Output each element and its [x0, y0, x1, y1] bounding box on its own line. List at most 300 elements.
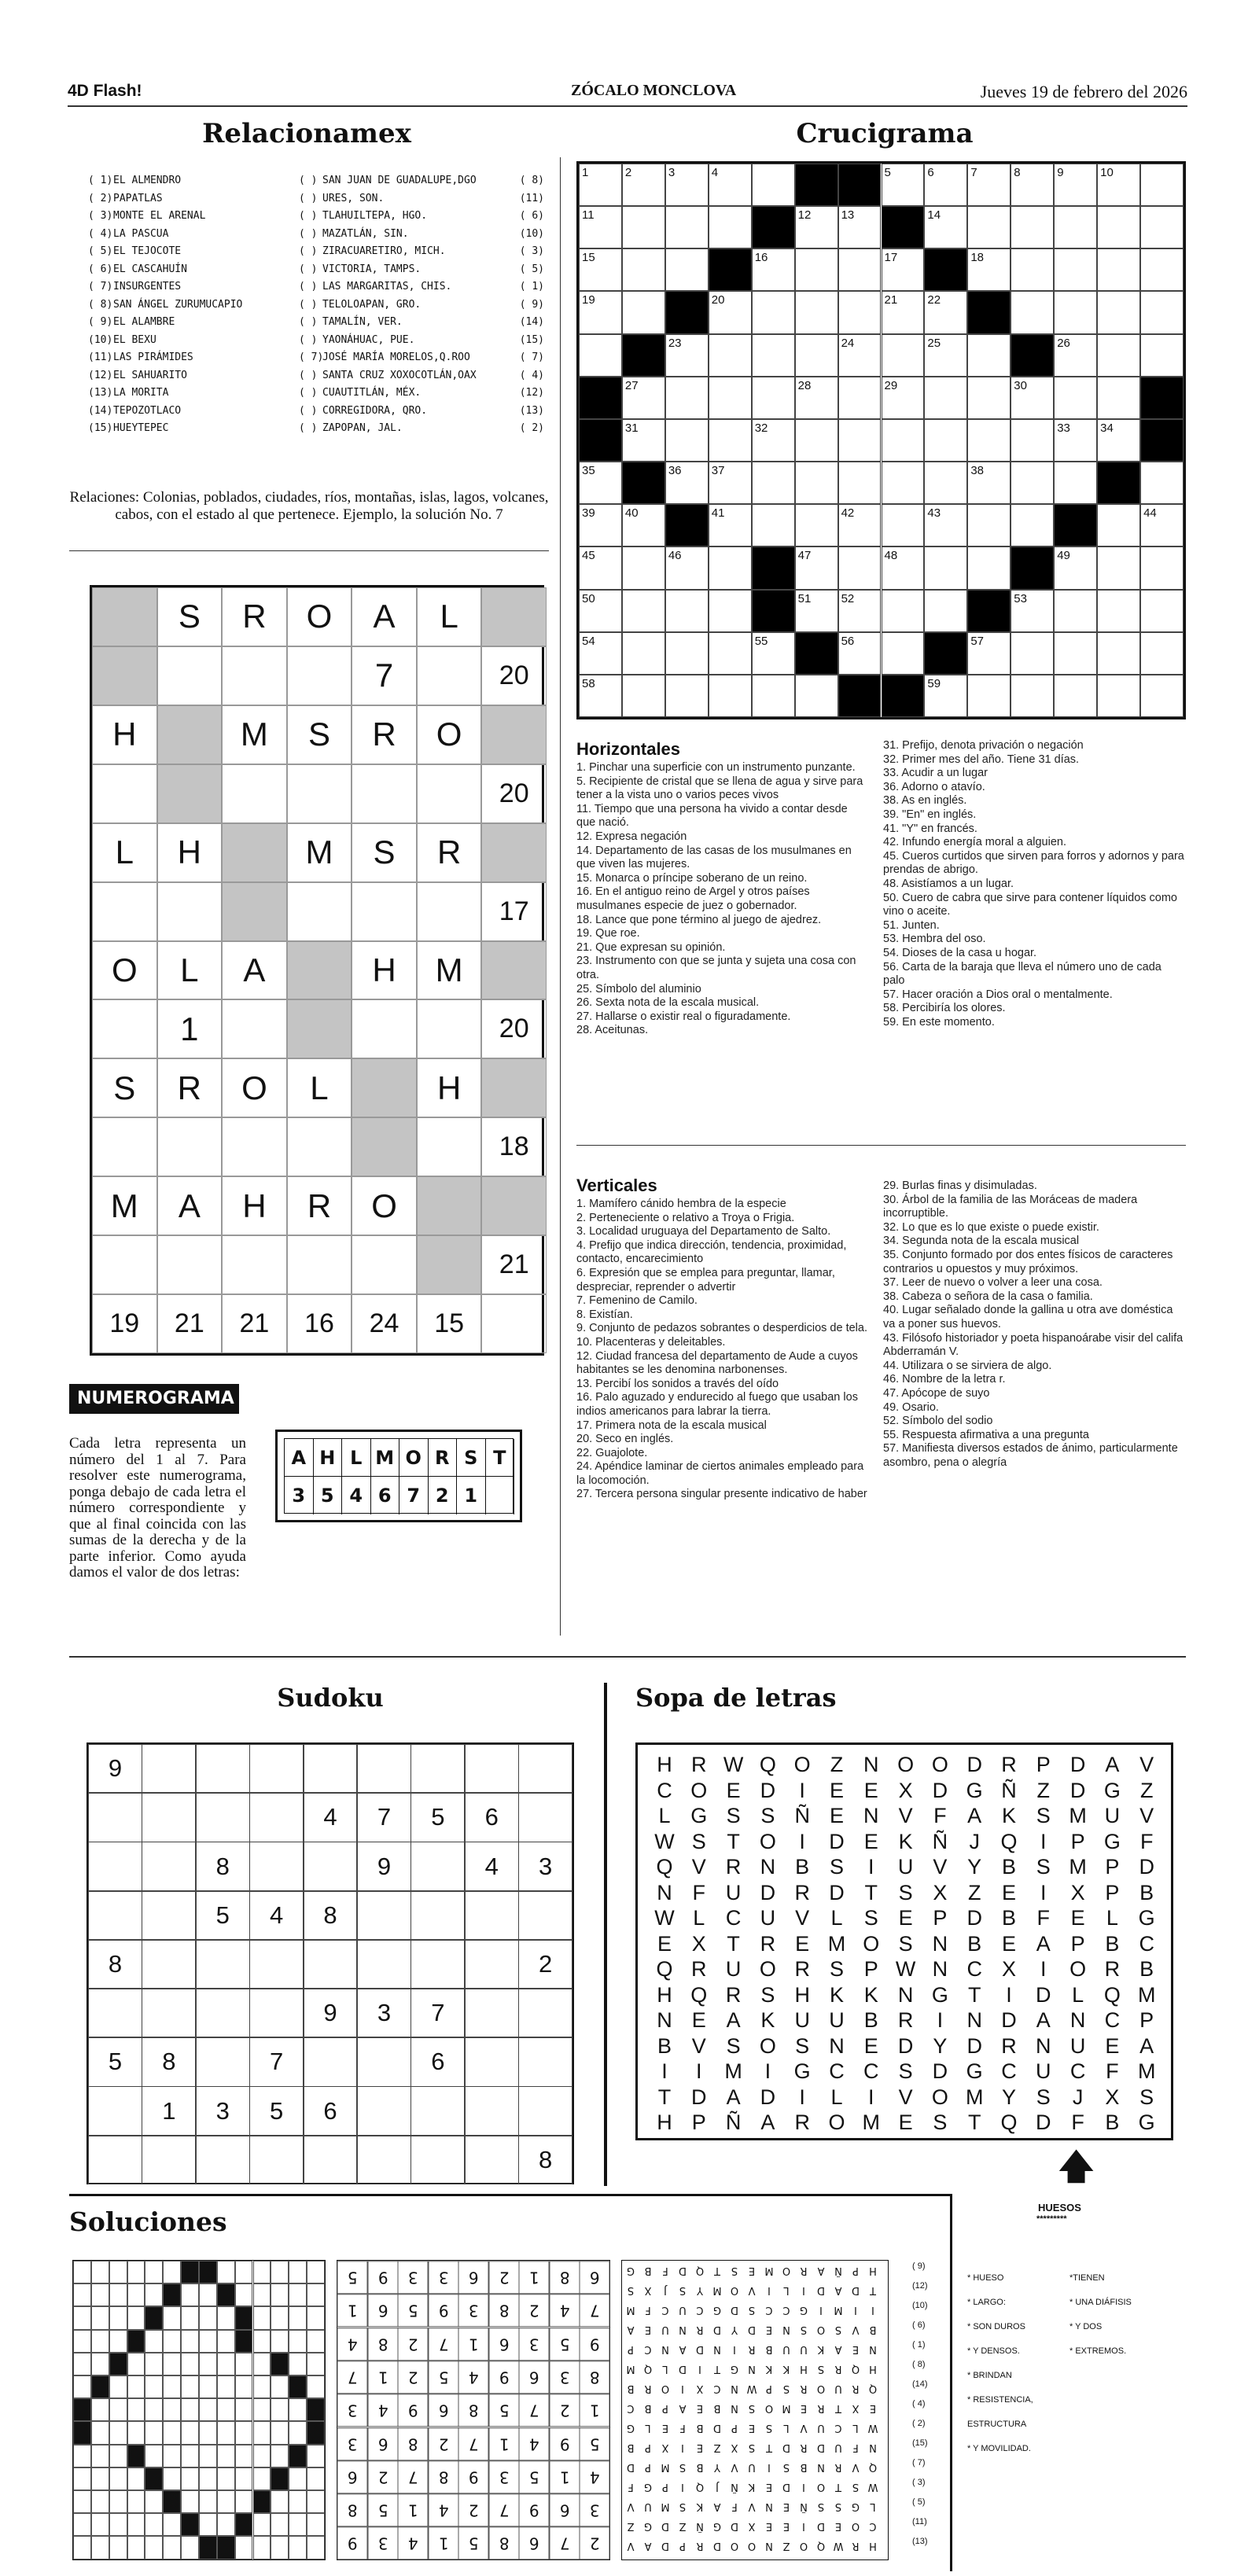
sudoku-title: Sudoku [277, 1683, 384, 1713]
sudoku-cell: 1 [142, 2086, 196, 2135]
solution-crossword-cell [145, 2513, 163, 2536]
place-name: HUEYTEPEC [113, 422, 169, 434]
word-search-letter: R [794, 2110, 810, 2134]
crossword-cell [665, 590, 709, 632]
issue-date: Jueves 19 de febrero del 2026 [980, 82, 1187, 101]
solution-crossword-cell [91, 2398, 109, 2421]
crossword-cell [709, 248, 752, 291]
crossword-cell [709, 632, 752, 675]
key-letter: M [371, 1439, 400, 1477]
crossword-cell [622, 546, 665, 589]
numerograma-cell [222, 999, 287, 1058]
state-name: LAS MARGARITAS, CHIS. [322, 281, 452, 293]
numerograma-instructions: Cada letra representa un número del 1 al 7. Para resolver este numerograma, ponga debajo de cada letra el número correspondiente y que al final coincida con las sumas de la derecha y de la parte inferior. Como ayuda damos el valor de dos letras: [69, 1435, 246, 1581]
crossword-cell [1140, 248, 1184, 291]
solution-crossword-cell [73, 2467, 91, 2490]
relacionamex-row [88, 281, 544, 298]
crossword-cell [709, 334, 752, 377]
clue: 51. Junten. [883, 918, 940, 932]
numerograma-cell: 20 [481, 646, 547, 705]
word-search-letter: D [760, 1880, 776, 1904]
clue: 2. Perteneciente o relativo a Troya o Frigia. [576, 1211, 795, 1224]
solution-sudoku-cell: 2 [550, 2394, 580, 2427]
key-letter: H [314, 1439, 343, 1477]
word-search-letter: C [1104, 2008, 1121, 2032]
solution-word-search-letter: W [833, 2540, 844, 2552]
solution-word-search-letter: C [782, 2304, 790, 2316]
solution-word-search-letter: D [782, 2442, 791, 2453]
crossword-cell [1097, 590, 1140, 632]
word-search-letter: N [829, 2033, 845, 2058]
sudoku-cell [304, 1744, 358, 1793]
crossword-cell [1054, 291, 1097, 333]
crossword-cell [665, 206, 709, 248]
crossword-cell: 16 [752, 248, 795, 291]
huesos-word: * EXTREMOS. [1069, 2346, 1127, 2356]
solution-crossword-cell [289, 2467, 307, 2490]
solution-sudoku-cell: 3 [458, 2294, 489, 2327]
solution-word-search-letter: I [802, 2284, 805, 2296]
crossword-cell [1097, 334, 1140, 377]
crossword-cell [882, 590, 925, 632]
numerograma-cell [287, 764, 352, 823]
solution-crossword-cell [109, 2421, 127, 2444]
crossword-cell [709, 590, 752, 632]
huesos-stars: ********* [1036, 2214, 1067, 2224]
solution-word-search-letter: P [662, 2481, 668, 2493]
solution-crossword-cell [289, 2283, 307, 2306]
solution-crossword-cell [163, 2490, 181, 2513]
huesos-title: HUESOS [1038, 2202, 1081, 2214]
word-search-letter: O [828, 2110, 845, 2134]
solution-sudoku-cell: 7 [489, 2493, 520, 2526]
crossword-cell [1011, 334, 1054, 377]
word-search-letter: S [933, 2110, 948, 2134]
word-search-letter: I [1006, 1982, 1012, 2007]
word-search-row [649, 1855, 1168, 1879]
crossword-cell: 13 [838, 206, 882, 248]
crossword-cell [1011, 546, 1054, 589]
solution-word-search-letter: Ñ [834, 2265, 842, 2276]
solution-crossword-cell [145, 2375, 163, 2398]
solution-word-search-letter: P [645, 2461, 651, 2473]
solution-number: (13) [912, 2537, 928, 2546]
word-search-letter: B [795, 1855, 810, 1879]
solution-crossword-cell [235, 2283, 253, 2306]
solution-sudoku-cell: 7 [550, 2526, 580, 2559]
solution-sudoku-cell: 7 [519, 2394, 550, 2427]
answer-slot: ( ) [299, 192, 318, 204]
clue: 18. Lance que pone término al juego de ajedrez. [576, 913, 822, 926]
solution-word-search-letter: R [852, 2383, 860, 2394]
sopa-title: Sopa de letras [635, 1683, 837, 1713]
sudoku-cell: 9 [88, 1744, 142, 1793]
solution-crossword-cell [181, 2536, 199, 2559]
solution-word-search-letter: C [834, 2422, 842, 2434]
solution-word-search-letter: D [817, 2520, 826, 2532]
place-name: EL ALAMBRE [113, 316, 175, 328]
crossword-cell: 3 [665, 164, 709, 206]
word-search-letter: F [1036, 1906, 1051, 1930]
solution-crossword-cell [73, 2353, 91, 2375]
crossword-cell [1054, 590, 1097, 632]
clue: 1. Mamífero cánido hembra de la especie [576, 1198, 786, 1210]
huesos-word: * BRINDAN [967, 2371, 1012, 2380]
word-search-letter: G [690, 1804, 708, 1827]
solution-word-search-letter: N [731, 2402, 738, 2414]
word-search-letter: I [696, 2059, 702, 2083]
sudoku-cell [142, 1989, 196, 2037]
solution-crossword-cell [217, 2306, 235, 2329]
clue: 32. Primer mes del año. Tiene 31 días. [883, 753, 1080, 766]
solution-word-search-letter: O [782, 2265, 791, 2276]
solution-sudoku-cell: 6 [519, 2361, 550, 2394]
numerograma-cell: S [352, 823, 417, 882]
sudoku-cell [357, 2037, 411, 2086]
clue: 49. Osario. [883, 1400, 939, 1414]
word-search-letter: I [1040, 1957, 1047, 1981]
crossword-cell [1054, 504, 1097, 546]
answer-slot: ( ) [299, 245, 318, 257]
solution-word-search-letter: C [644, 2343, 652, 2355]
numerograma-cell: 1 [157, 999, 223, 1058]
solution-crossword-cell [127, 2490, 145, 2513]
solution-word-search-letter: X [852, 2402, 860, 2414]
crossword-cell: 48 [882, 546, 925, 589]
word-search-letter: Q [656, 1957, 673, 1981]
state-number: ( 9) [519, 298, 544, 311]
sudoku-cell [88, 1989, 142, 2037]
solution-word-search-letter: N [869, 2343, 877, 2355]
solution-crossword-cell [235, 2398, 253, 2421]
relacionamex-row [88, 193, 544, 210]
word-search-letter: E [898, 1906, 913, 1930]
word-search-letter: C [1001, 2059, 1017, 2083]
solution-sudoku-cell: 7 [337, 2361, 368, 2394]
numerograma-cell: 21 [481, 1235, 547, 1294]
sudoku-cell [88, 2136, 142, 2184]
word-search-letter: V [898, 1804, 913, 1827]
answer-slot: ( ) [299, 316, 318, 328]
solution-crossword-cell [271, 2421, 289, 2444]
sudoku-cell: 9 [357, 1842, 411, 1890]
clue: 50. Cuero de cabra que sirve para contener líquidos como vino o aceite. [883, 891, 1177, 918]
numerograma-cell [157, 1117, 223, 1176]
solution-word-search-letter: B [713, 2402, 721, 2414]
clue: 9. Conjunto de pedazos sobrantes o desperdicios de tela. [576, 1322, 867, 1335]
crossword-cell [1140, 462, 1184, 504]
numerograma-cell: H [417, 1058, 482, 1117]
solution-word-search-letter: A [834, 2284, 842, 2296]
word-search-letter: D [966, 1906, 982, 1930]
solution-word-search-letter: T [835, 2481, 841, 2493]
solution-word-search-letter: I [819, 2304, 823, 2316]
relacionamex-row [88, 245, 544, 263]
solution-word-search-letter: F [679, 2422, 686, 2434]
word-search-letter: E [863, 2033, 878, 2058]
solution-crossword-cell [217, 2536, 235, 2559]
answer-slot: ( 7) [299, 351, 324, 363]
sudoku-grid [87, 1742, 574, 2184]
clue: 54. Dioses de la casa u hogar. [883, 946, 1037, 959]
word-search-letter: D [829, 1880, 845, 1904]
crossword-cell [838, 419, 882, 462]
solution-sudoku-cell: 7 [580, 2294, 610, 2327]
clue: 27. Hallarse o existir real o figuradamente. [576, 1010, 791, 1023]
solution-word-search-letter: E [852, 2343, 860, 2355]
key-letter: A [285, 1439, 314, 1477]
solution-number: ( 4) [912, 2399, 926, 2409]
word-search-letter: N [1069, 2008, 1086, 2032]
word-search-letter: H [794, 1982, 810, 2007]
crossword-cell: 20 [709, 291, 752, 333]
state-number: ( 1) [519, 281, 544, 293]
crossword-cell [752, 546, 795, 589]
solution-word-search-letter: H [869, 2540, 877, 2552]
crossword-cell [752, 206, 795, 248]
numerograma-cell: 19 [92, 1294, 157, 1353]
solution-word-search-letter: I [768, 2461, 771, 2473]
solution-word-search-letter: T [714, 2363, 720, 2375]
numerograma-cell: O [417, 705, 482, 764]
solution-word-search-letter: R [800, 2442, 808, 2453]
crossword-cell: 29 [882, 377, 925, 419]
solution-sudoku-cell: 3 [337, 2394, 368, 2427]
word-search-letter: N [657, 2008, 672, 2032]
word-search-letter: M [862, 2110, 881, 2134]
solution-number: (15) [912, 2438, 928, 2448]
solution-sudoku-cell: 1 [458, 2328, 489, 2361]
word-search-letter: J [969, 1829, 980, 1853]
word-search-letter: A [726, 2085, 741, 2109]
relacionamex-row [88, 228, 544, 245]
solution-crossword-cell [253, 2445, 271, 2467]
word-search-letter: F [1106, 2059, 1119, 2083]
solution-crossword-cell [271, 2306, 289, 2329]
crossword-cell [967, 675, 1011, 717]
numerograma-cell [481, 1176, 547, 1235]
crossword-cell [665, 291, 709, 333]
crossword-cell: 21 [882, 291, 925, 333]
word-search-letter: U [1104, 1804, 1121, 1827]
sudoku-cell: 6 [304, 2086, 358, 2135]
solution-word-search-letter: M [834, 2304, 843, 2316]
word-search-letter: I [1040, 1829, 1047, 1853]
place-name: MONTE EL ARENAL [113, 210, 206, 222]
crossword-cell: 2 [622, 164, 665, 206]
solution-sudoku-cell: 2 [580, 2526, 610, 2559]
numerograma-grid [90, 585, 544, 1356]
sudoku-cell [357, 1744, 411, 1793]
clue: 40. Lugar señalado donde la gallina u otra ave doméstica va a poner sus huevos. [883, 1304, 1173, 1330]
solution-word-search-letter: D [731, 2520, 739, 2532]
word-search-letter: Ñ [1001, 1778, 1017, 1802]
solution-crossword-cell [307, 2490, 325, 2513]
sudoku-cell [304, 1940, 358, 1989]
solution-crossword-cell [73, 2330, 91, 2353]
crossword-cell [1054, 206, 1097, 248]
solution-crossword-cell [109, 2536, 127, 2559]
sudoku-cell [142, 1940, 196, 1989]
word-search-letter: A [760, 2110, 775, 2134]
solution-sudoku-cell: 6 [580, 2261, 610, 2294]
word-search-letter: S [829, 1957, 844, 1981]
word-search-letter: R [1104, 1957, 1121, 1981]
solution-word-search-letter: I [681, 2481, 684, 2493]
numerograma-cell: L [287, 1058, 352, 1117]
crossword-cell: 34 [1097, 419, 1140, 462]
crossword-cell [622, 590, 665, 632]
solution-word-search-letter: N [661, 2343, 669, 2355]
solution-word-search-letter: N [679, 2324, 687, 2335]
crossword-cell [882, 419, 925, 462]
word-search-letter: K [760, 2008, 775, 2032]
word-search-letter: B [1105, 2110, 1120, 2134]
solution-crossword-cell [253, 2536, 271, 2559]
solution-word-search-letter: A [627, 2324, 635, 2335]
sudoku-cell [357, 2136, 411, 2184]
solution-word-search-letter: G [712, 2520, 722, 2532]
key-number [486, 1477, 515, 1514]
place-name: LA PASCUA [113, 227, 169, 240]
crossword-cell [1011, 504, 1054, 546]
solution-word-search-letter: S [852, 2481, 860, 2493]
clue: 42. Infundo energía moral a alguien. [883, 836, 1066, 849]
solution-word-search-letter: O [799, 2540, 808, 2552]
crossword-cell: 37 [709, 462, 752, 504]
crossword-cell: 11 [579, 206, 622, 248]
numerograma-cell [222, 1235, 287, 1294]
solution-crossword [72, 2260, 326, 2560]
solution-sudoku-cell: 7 [398, 2460, 429, 2493]
crossword-cell [1140, 291, 1184, 333]
huesos-words-left [967, 2266, 1069, 2461]
solution-word-search-letter: S [679, 2501, 687, 2512]
answer-slot: ( ) [299, 404, 318, 417]
solution-crossword-cell [253, 2467, 271, 2490]
solution-sudoku-cell: 3 [550, 2361, 580, 2394]
word-search-row [649, 2110, 1168, 2134]
word-search-row [649, 1881, 1168, 1904]
solution-word-search-letter: S [834, 2501, 842, 2512]
row-number: (10) [88, 333, 113, 346]
solution-crossword-cell [307, 2421, 325, 2444]
key-number: 3 [285, 1477, 314, 1514]
solution-word-search-letter: T [766, 2442, 772, 2453]
word-search-letter: E [829, 1804, 844, 1827]
solution-word-search-letter: I [681, 2383, 684, 2394]
sudoku-cell: 4 [304, 1793, 358, 1842]
word-search-letter: Z [830, 1753, 844, 1776]
solution-sudoku-cell: 4 [519, 2427, 550, 2460]
solution-crossword-cell [307, 2445, 325, 2467]
solution-crossword-cell [145, 2306, 163, 2329]
word-search-letter: V [691, 1855, 706, 1879]
key-letter: O [399, 1439, 429, 1477]
solution-crossword-cell [289, 2490, 307, 2513]
solution-sudoku-cell: 3 [398, 2261, 429, 2294]
solution-crossword-cell [109, 2445, 127, 2467]
solution-crossword-cell [163, 2306, 181, 2329]
solution-word-search-letter: T [835, 2402, 841, 2414]
clue: 8. Existían. [576, 1308, 633, 1321]
word-search-letter: A [1036, 1931, 1051, 1956]
word-search-letter: N [863, 1753, 879, 1776]
crossword-cell [752, 334, 795, 377]
solution-word-search-letter: D [679, 2265, 687, 2276]
crossword-cell: 24 [838, 334, 882, 377]
crossword-cell [1140, 377, 1184, 419]
crossword-cell [709, 377, 752, 419]
row-number: ( 6) [88, 263, 113, 275]
solution-crossword-cell [109, 2398, 127, 2421]
solution-word-search-letter: I [802, 2520, 805, 2532]
solution-word-search-letter: B [869, 2324, 877, 2335]
key-number: 6 [371, 1477, 400, 1514]
sudoku-cell: 7 [357, 1793, 411, 1842]
word-search-letter: P [1105, 1880, 1120, 1904]
crossword-cell: 53 [1011, 590, 1054, 632]
solution-crossword-cell [271, 2490, 289, 2513]
crossword-cell: 25 [924, 334, 967, 377]
solution-crossword-cell [271, 2375, 289, 2398]
crossword-cell: 15 [579, 248, 622, 291]
relacionamex-row [88, 351, 544, 369]
answer-slot: ( ) [299, 210, 318, 222]
word-search-letter: G [1103, 1829, 1121, 1853]
solution-crossword-cell [199, 2398, 217, 2421]
solution-word-search-letter: H [800, 2363, 808, 2375]
word-search-letter: L [693, 1906, 705, 1930]
clue: 38. As en inglés. [883, 794, 967, 808]
solution-crossword-cell [253, 2398, 271, 2421]
row-number: (11) [88, 351, 113, 363]
key-number: 5 [314, 1477, 343, 1514]
answer-slot: ( ) [299, 387, 318, 399]
solution-number: ( 9) [912, 2261, 926, 2271]
answer-slot: ( ) [299, 263, 318, 275]
numerograma-cell [92, 587, 157, 646]
word-search-letter: E [1001, 1931, 1016, 1956]
solution-crossword-cell [163, 2261, 181, 2283]
huesos-word: * Y MOVILIDAD. [967, 2444, 1031, 2453]
sudoku-cell [88, 1891, 142, 1940]
word-search-letter: S [1036, 2085, 1051, 2109]
crossword-cell [838, 248, 882, 291]
numerograma-cell [92, 764, 157, 823]
sudoku-cell [196, 1940, 250, 1989]
crossword-cell [622, 248, 665, 291]
clue: 57. Manifiesta diversos estados de ánimo, particularmente asombro, pena o alegría [883, 1442, 1178, 1469]
numerograma-cell [481, 941, 547, 1000]
sudoku-cell [465, 1744, 519, 1793]
word-search-letter: K [863, 1982, 878, 2007]
solution-crossword-cell [289, 2330, 307, 2353]
solution-word-search-letter: R [748, 2343, 756, 2355]
word-search-letter: F [1071, 2110, 1084, 2134]
crossword-cell [1054, 632, 1097, 675]
solution-crossword-cell [145, 2261, 163, 2283]
word-search-letter: G [966, 1778, 983, 1802]
solution-crossword-cell [199, 2330, 217, 2353]
crossword-cell [924, 462, 967, 504]
crossword-grid [576, 161, 1186, 719]
solution-crossword-cell [109, 2306, 127, 2329]
solution-sudoku-cell: 8 [580, 2361, 610, 2394]
solution-crossword-cell [253, 2421, 271, 2444]
solution-crossword-cell [127, 2353, 145, 2375]
solution-crossword-cell [199, 2490, 217, 2513]
